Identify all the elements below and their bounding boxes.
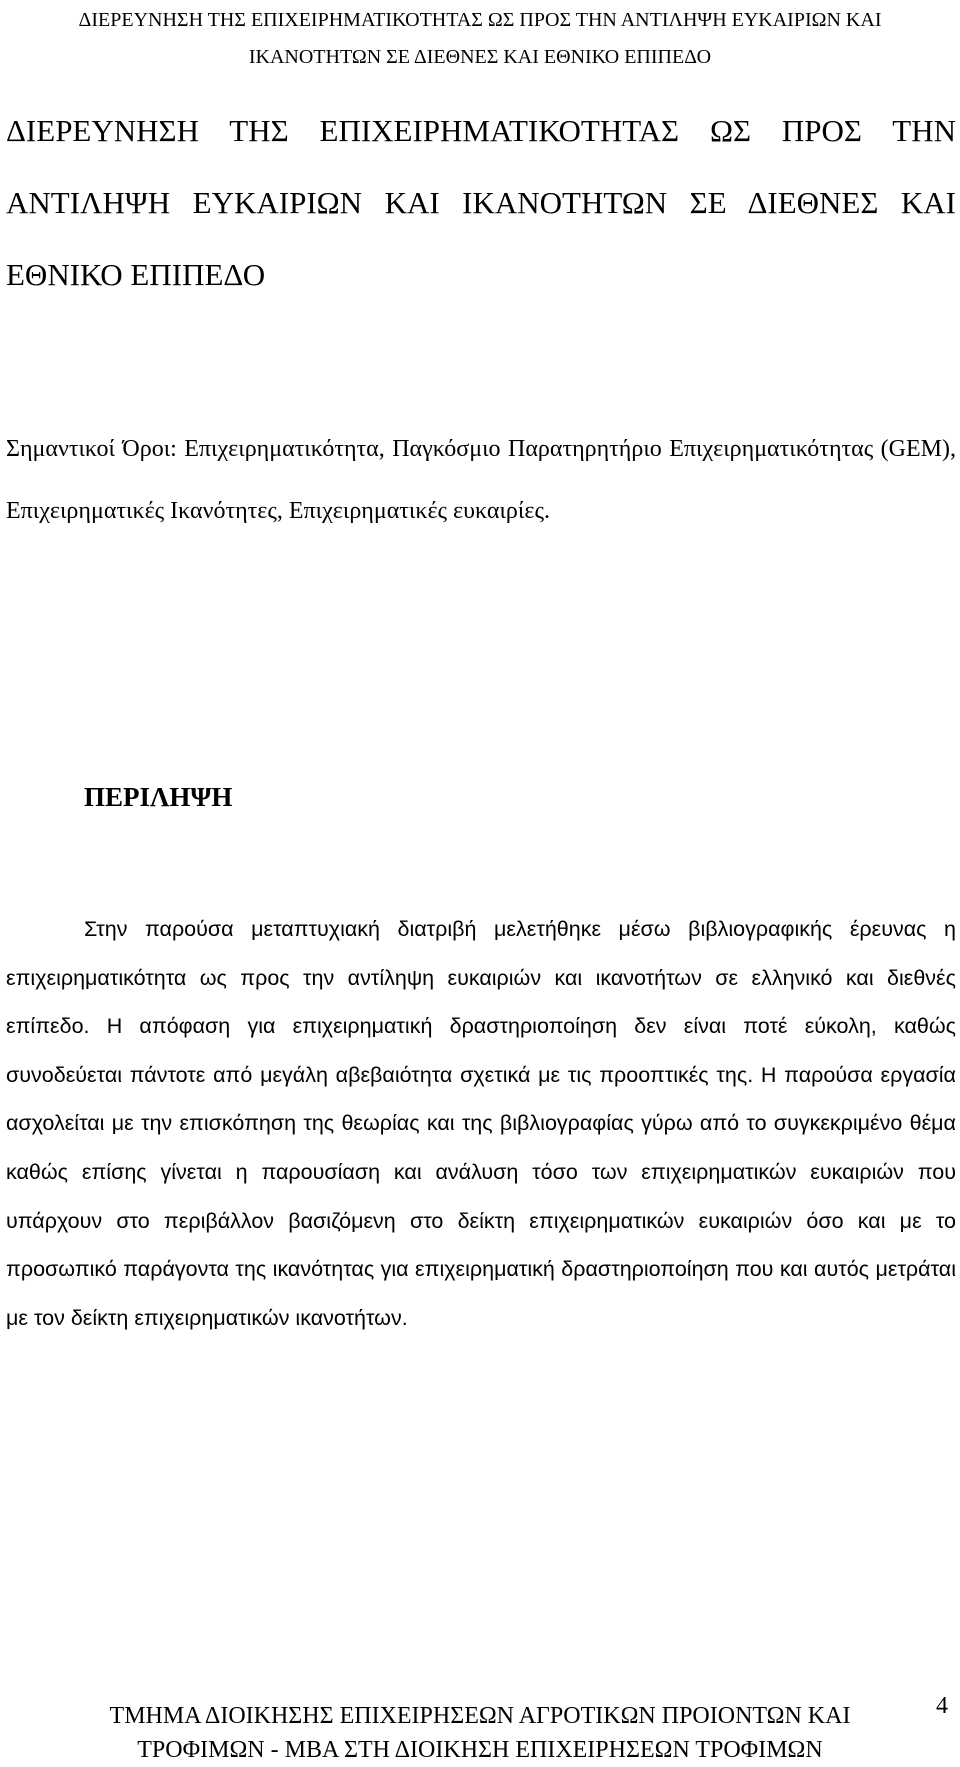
abstract-body: Στην παρούσα μεταπτυχιακή διατριβή μελετήθηκε μέσω βιβλιογραφικής έρευνας η επιχειρηματικότητα ως προς την αντίληψη ευκαιριών και ικανοτήτων σε ελληνικό και διεθνές επίπεδο. Η απόφαση για επιχειρηματική δραστηριοποίηση δεν είναι ποτέ εύκολη, καθώς συνοδεύεται πάντοτε από μεγάλη αβεβαιότητα σχετικά με τις προοπτικές της. Η παρούσα εργασία ασχολείται με την επισκόπηση της θεωρίας και της βιβλιογραφίας γύρω από το συγκεκριμένο θέμα καθώς επίσης γίνεται η παρουσίαση και ανάλυση τόσο των επιχειρηματικών ευκαιριών που υπάρχουν στο περιβάλλον βασιζόμενη στο δείκτη επιχειρηματικών ευκαιριών όσο και με το προσωπικό παράγοντα της ικανότητας για επιχειρηματική δραστηριοποίηση που και αυτός μετράται με τον δείκτη επιχειρηματικών ικανοτήτων. xyxy=(6,917,956,1330)
running-header-line-2: ΙΚΑΝΟΤΗΤΩΝ ΣΕ ΔΙΕΘΝΕΣ ΚΑΙ ΕΘΝΙΚΟ ΕΠΙΠΕΔΟ xyxy=(248,46,712,68)
running-footer-line-1: ΤΜΗΜΑ ΔΙΟΙΚΗΣΗΣ ΕΠΙΧΕΙΡΗΣΕΩΝ ΑΓΡΟΤΙΚΩΝ ΠΡΟΙΟΝΤΩΝ ΚΑΙ xyxy=(109,1703,851,1729)
running-header-line-1: ΔΙΕΡΕΥΝΗΣΗ ΤΗΣ ΕΠΙΧΕΙΡΗΜΑΤΙΚΟΤΗΤΑΣ ΩΣ ΠΡΟΣ ΤΗΝ ΑΝΤΙΛΗΨΗ ΕΥΚΑΙΡΙΩΝ ΚΑΙ xyxy=(78,9,882,31)
page-number: 4 xyxy=(936,1693,948,1719)
abstract-heading: ΠΕΡΙΛΗΨΗ xyxy=(84,782,233,812)
running-footer xyxy=(0,1699,960,1767)
running-footer-line-2: ΤΡΟΦΙΜΩΝ - ΜΒΑ ΣΤΗ ΔΙΟΙΚΗΣΗ ΕΠΙΧΕΙΡΗΣΕΩΝ ΤΡΟΦΙΜΩΝ xyxy=(137,1737,823,1763)
keywords-paragraph: Σημαντικοί Όροι: Επιχειρηματικότητα, Παγκόσμιο Παρατηρητήριο Επιχειρηματικότητας (GEM), Επιχειρηματικές Ικανότητες, Επιχειρηματικές ευκαιρίες. xyxy=(6,436,956,524)
document-title: ΔΙΕΡΕΥΝΗΣΗ ΤΗΣ ΕΠΙΧΕΙΡΗΜΑΤΙΚΟΤΗΤΑΣ ΩΣ ΠΡΟΣ ΤΗΝ ΑΝΤΙΛΗΨΗ ΕΥΚΑΙΡΙΩΝ ΚΑΙ ΙΚΑΝΟΤΗΤΩΝ ΣΕ ΔΙΕΘΝΕΣ ΚΑΙ ΕΘΝΙΚΟ ΕΠΙΠΕΔΟ xyxy=(6,113,956,292)
